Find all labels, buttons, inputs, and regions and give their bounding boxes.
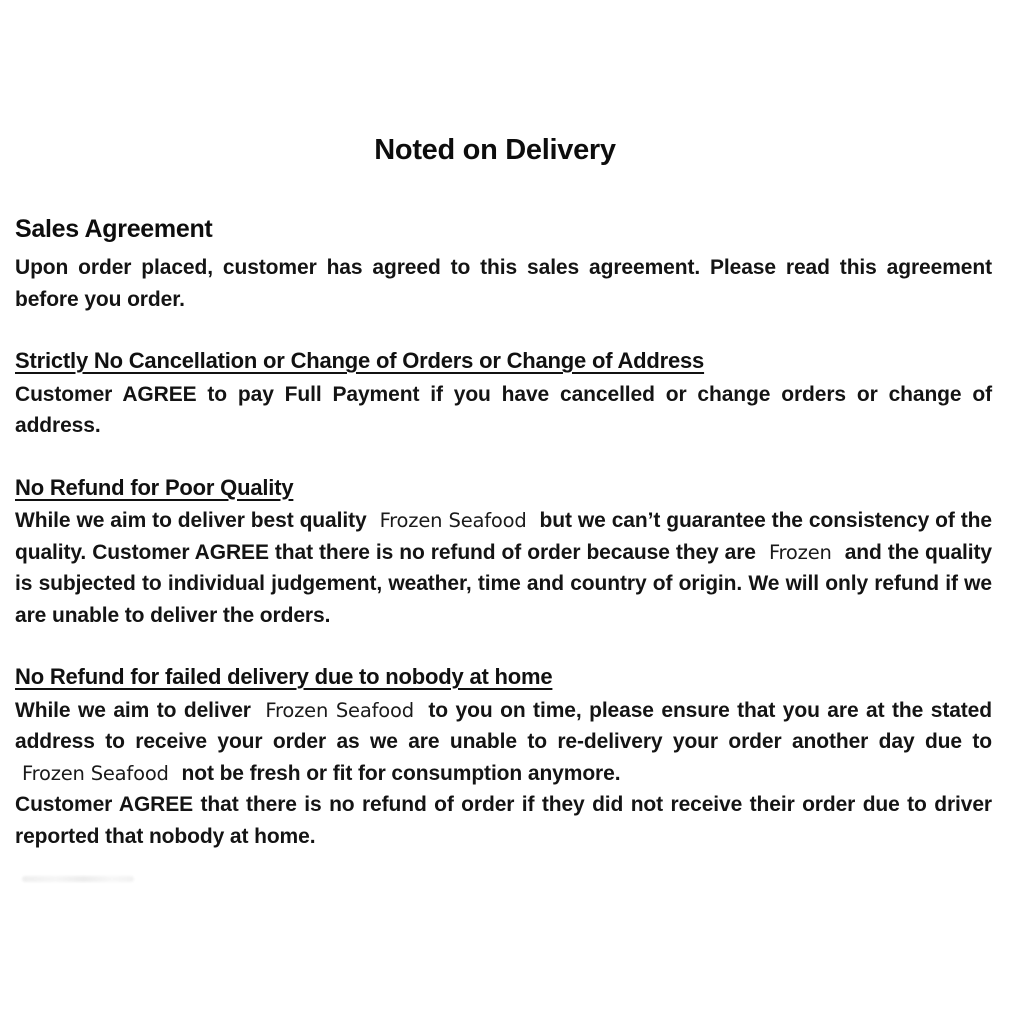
- section-no-refund-failed-delivery: [15, 661, 992, 852]
- section-heading-no-cancellation: Strictly No Cancellation or Change of Orders or Change of Address: [15, 348, 705, 373]
- text-run: not be fresh or fit for consumption anymore.: [175, 761, 621, 785]
- text-run: While we aim to deliver best quality: [15, 509, 373, 532]
- paragraph: [15, 252, 992, 315]
- inserted-product-name: Frozen Seafood: [379, 509, 527, 532]
- paragraph: [15, 379, 992, 442]
- section-heading-no-refund-failed-delivery: No Refund for failed delivery due to nobody at home: [15, 664, 553, 689]
- text-run: to you on time, please ensure that you are at the stated address to receive your order as we are unable to re-delivery your order another day due to: [15, 698, 992, 753]
- text-run: but we can’t guarantee the consistency of the quality. Customer AGREE that there is no refund of order because they are: [15, 509, 992, 564]
- section-no-refund-poor-quality: [15, 472, 992, 632]
- paragraph: [15, 505, 992, 631]
- text-run: and the quality is subjected to individual judgement, weather, time and country of origin. We will only refund if we are unable to deliver the orders.: [15, 540, 992, 627]
- section-no-cancellation: [15, 345, 992, 442]
- text-run: Upon order placed, customer has agreed to this sales agreement. Please read this agreement before you order.: [15, 256, 992, 311]
- inserted-product-name: Frozen: [768, 540, 832, 564]
- text-run: While we aim to deliver: [15, 698, 259, 722]
- inserted-product-name: Frozen Seafood: [265, 698, 414, 722]
- erased-text-artifact: [22, 876, 134, 882]
- page-title: Noted on Delivery: [374, 134, 616, 166]
- section-sales-agreement: [15, 212, 992, 315]
- text-run: Customer AGREE that there is no refund of order if they did not receive their order due to driver reported that nobody at home.: [15, 793, 992, 848]
- section-heading-sales-agreement: Sales Agreement: [15, 215, 213, 243]
- paragraph: [15, 789, 992, 852]
- inserted-product-name: Frozen Seafood: [22, 761, 169, 785]
- paragraph: [15, 695, 992, 790]
- section-heading-no-refund-poor-quality: No Refund for Poor Quality: [15, 474, 294, 500]
- text-run: Customer AGREE to pay Full Payment if you have cancelled or change orders or change of address.: [15, 382, 992, 437]
